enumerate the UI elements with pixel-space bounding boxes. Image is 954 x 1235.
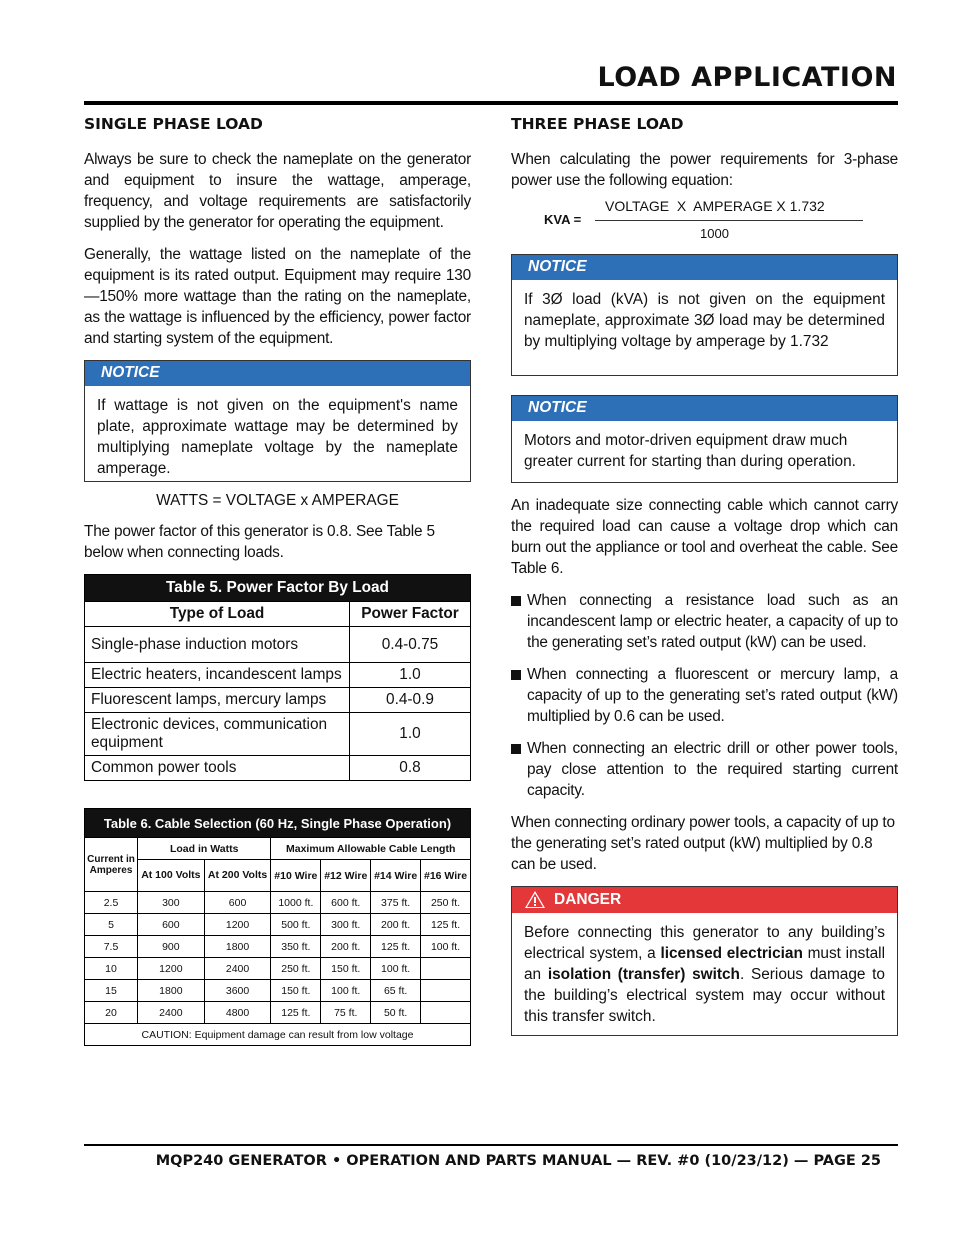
- table-cell: 150 ft.: [321, 958, 371, 980]
- table-cell: 1200: [204, 914, 271, 936]
- table-cell: 350 ft.: [271, 936, 321, 958]
- table-cell: 1000 ft.: [271, 892, 321, 914]
- table-cell: 10: [85, 958, 138, 980]
- table-cell: 1.0: [350, 713, 471, 756]
- bullet-text: When connecting an electric drill or other power tools, pay close attention to the required starting current capacity.: [527, 740, 898, 799]
- table-cell: 100 ft.: [421, 936, 471, 958]
- table-cell: [421, 958, 471, 980]
- table6-subheader: #16 Wire: [421, 860, 471, 892]
- notice-label: NOTICE: [512, 396, 897, 421]
- table-cell: 75 ft.: [321, 1002, 371, 1024]
- table-cell: 50 ft.: [371, 1002, 421, 1024]
- three-phase-heading: THREE PHASE LOAD: [511, 115, 684, 133]
- notice-box-motors: [511, 395, 898, 483]
- table6-footer: CAUTION: Equipment damage can result from low voltage: [85, 1024, 471, 1046]
- table-row: [85, 627, 471, 663]
- notice-box-wattage: [84, 360, 471, 482]
- table-cell: 200 ft.: [371, 914, 421, 936]
- table-cell: Common power tools: [85, 756, 350, 781]
- table-cell: 2400: [204, 958, 271, 980]
- table-cell: 65 ft.: [371, 980, 421, 1002]
- table-cell: 0.4-0.9: [350, 688, 471, 713]
- danger-box: [511, 886, 898, 1036]
- danger-header: [512, 887, 897, 913]
- table-cell: 150 ft.: [271, 980, 321, 1002]
- table-row: [85, 1002, 471, 1024]
- table-row: [85, 936, 471, 958]
- table-cell: 500 ft.: [271, 914, 321, 936]
- table6-subheader: At 200 Volts: [204, 860, 271, 892]
- bullet-square-icon: [511, 670, 521, 680]
- fraction-bar: [595, 220, 863, 221]
- table-cell: 300 ft.: [321, 914, 371, 936]
- table-cell: [421, 1002, 471, 1024]
- table-cell: 600: [204, 892, 271, 914]
- kva-denominator: 1000: [700, 226, 729, 241]
- table-cell: [421, 980, 471, 1002]
- table-cell: 250 ft.: [421, 892, 471, 914]
- table6-subheader: #10 Wire: [271, 860, 321, 892]
- table-cell: Single-phase induction motors: [85, 627, 350, 663]
- notice-text: If wattage is not given on the equipment's name plate, approximate wattage may be determined by multiplying nameplate voltage by the nameplate amperage.: [97, 397, 458, 477]
- page-title: LOAD APPLICATION: [597, 62, 897, 93]
- table-cell: Electronic devices, communication equipment: [85, 713, 350, 756]
- table-row: [85, 914, 471, 936]
- table-cell: 1200: [138, 958, 205, 980]
- table-cell: 200 ft.: [321, 936, 371, 958]
- danger-bold-switch: isolation (transfer) switch: [547, 966, 740, 983]
- table6-header-current: Current in Amperes: [85, 838, 138, 892]
- notice-text: If 3Ø load (kVA) is not given on the equipment nameplate, approximate 3Ø load may be determined by multiplying voltage by amperage by 1.732: [524, 291, 885, 350]
- title-rule: [84, 101, 898, 105]
- table-cell: 7.5: [85, 936, 138, 958]
- table-cell: 1800: [138, 980, 205, 1002]
- bullet-square-icon: [511, 596, 521, 606]
- notice-label: NOTICE: [85, 361, 470, 386]
- table6-body: [85, 892, 471, 1024]
- table-cell: 125 ft.: [421, 914, 471, 936]
- power-factor-table: [84, 574, 471, 781]
- table-cell: 125 ft.: [271, 1002, 321, 1024]
- table6-header-max-length: Maximum Allowable Cable Length: [271, 838, 471, 860]
- table-cell: 5: [85, 914, 138, 936]
- table-cell: 4800: [204, 1002, 271, 1024]
- table-row: [85, 980, 471, 1002]
- bullet-text: When connecting a fluorescent or mercury lamp, a capacity of up to the generating set’s rated output (kW) multiplied by 0.6 can be used.: [527, 666, 898, 725]
- table-cell: Electric heaters, incandescent lamps: [85, 663, 350, 688]
- table-cell: 600: [138, 914, 205, 936]
- cable-selection-table: [84, 808, 471, 1046]
- table6-subheader: #12 Wire: [321, 860, 371, 892]
- table-row: [85, 892, 471, 914]
- table-cell: 15: [85, 980, 138, 1002]
- table-cell: 0.4-0.75: [350, 627, 471, 663]
- table-cell: 125 ft.: [371, 936, 421, 958]
- page-footer: MQP240 GENERATOR • OPERATION AND PARTS MANUAL — REV. #0 (10/23/12) — PAGE 25: [155, 1153, 881, 1169]
- single-phase-paragraph-1: Always be sure to check the nameplate on the generator and equipment to insure the wattage, amperage, frequency, and voltage requirements are satisfactorily supplied by the generator for operating the equipment.: [84, 151, 471, 231]
- kva-formula: [511, 198, 898, 250]
- table-cell: 20: [85, 1002, 138, 1024]
- table6-subheader: #14 Wire: [371, 860, 421, 892]
- table-row: [85, 663, 471, 688]
- table-cell: 1800: [204, 936, 271, 958]
- table-cell: 3600: [204, 980, 271, 1002]
- table-row: [85, 756, 471, 781]
- table-cell: 0.8: [350, 756, 471, 781]
- table6-header-load: Load in Watts: [138, 838, 271, 860]
- watts-formula: WATTS = VOLTAGE x AMPERAGE: [156, 492, 399, 509]
- cable-paragraph: An inadequate size connecting cable which cannot carry the required load can cause a voltage drop which can burn out the appliance or tool and overheat the cable. See Table 6.: [511, 497, 898, 577]
- table-row: [85, 713, 471, 756]
- table-cell: 300: [138, 892, 205, 914]
- table-cell: 2400: [138, 1002, 205, 1024]
- table-cell: 100 ft.: [371, 958, 421, 980]
- table-cell: 600 ft.: [321, 892, 371, 914]
- table5-caption: Table 5. Power Factor By Load: [85, 575, 471, 602]
- table-cell: 2.5: [85, 892, 138, 914]
- table-cell: 1.0: [350, 663, 471, 688]
- table6-caption: Table 6. Cable Selection (60 Hz, Single Phase Operation): [85, 809, 471, 838]
- three-phase-paragraph-1: When calculating the power requirements for 3-phase power use the following equation:: [511, 151, 898, 189]
- danger-bold-licensed: licensed electrician: [660, 945, 803, 962]
- bullet-text: When connecting a resistance load such as an incandescent lamp or electric heater, a capacity of up to the generating set’s rated output (kW) can be used.: [527, 592, 898, 651]
- danger-text: [512, 913, 897, 1037]
- bullet-square-icon: [511, 744, 521, 754]
- table-row: [85, 688, 471, 713]
- table-cell: 375 ft.: [371, 892, 421, 914]
- danger-label: DANGER: [554, 890, 622, 908]
- footer-rule: [84, 1144, 898, 1146]
- list-item: [511, 664, 898, 727]
- table-cell: Fluorescent lamps, mercury lamps: [85, 688, 350, 713]
- power-factor-paragraph: The power factor of this generator is 0.8. See Table 5 below when connecting loads.: [84, 523, 435, 561]
- power-tools-paragraph: When connecting ordinary power tools, a capacity of up to the generating set’s rated output (kW) multiplied by 0.8 can be used.: [511, 814, 895, 873]
- single-phase-heading: SINGLE PHASE LOAD: [84, 115, 263, 133]
- single-phase-paragraph-2: Generally, the wattage listed on the nameplate of the equipment is its rated output. Equipment may require 130—150% more wattage than the rating on the nameplate, as the wattage is influenced by the efficiency, power factor and starting system of the equipment.: [84, 246, 471, 347]
- kva-numerator: VOLTAGE X AMPERAGE X 1.732: [605, 198, 825, 214]
- table-cell: 100 ft.: [321, 980, 371, 1002]
- notice-text: Motors and motor-driven equipment draw much greater current for starting than during operation.: [524, 432, 856, 470]
- list-item: [511, 590, 898, 653]
- table-cell: 250 ft.: [271, 958, 321, 980]
- table5-header-pf: Power Factor: [350, 602, 471, 627]
- danger-text-part: must install an: [524, 945, 886, 983]
- list-item: [511, 738, 898, 801]
- table6-subheader: At 100 Volts: [138, 860, 205, 892]
- warning-triangle-icon: [524, 890, 546, 909]
- table-cell: 900: [138, 936, 205, 958]
- table5-header-type: Type of Load: [85, 602, 350, 627]
- kva-label: KVA =: [544, 212, 582, 227]
- right-column: [511, 112, 898, 1046]
- left-column: [84, 112, 471, 1046]
- danger-text-part: Before connecting this generator to any building’s electrical system, a: [524, 924, 885, 962]
- notice-box-3phase: [511, 254, 898, 376]
- notice-label: NOTICE: [512, 255, 897, 280]
- table-row: [85, 958, 471, 980]
- danger-text-part: . Serious damage to the building’s electrical system may occur without this transfer switch.: [524, 966, 885, 1025]
